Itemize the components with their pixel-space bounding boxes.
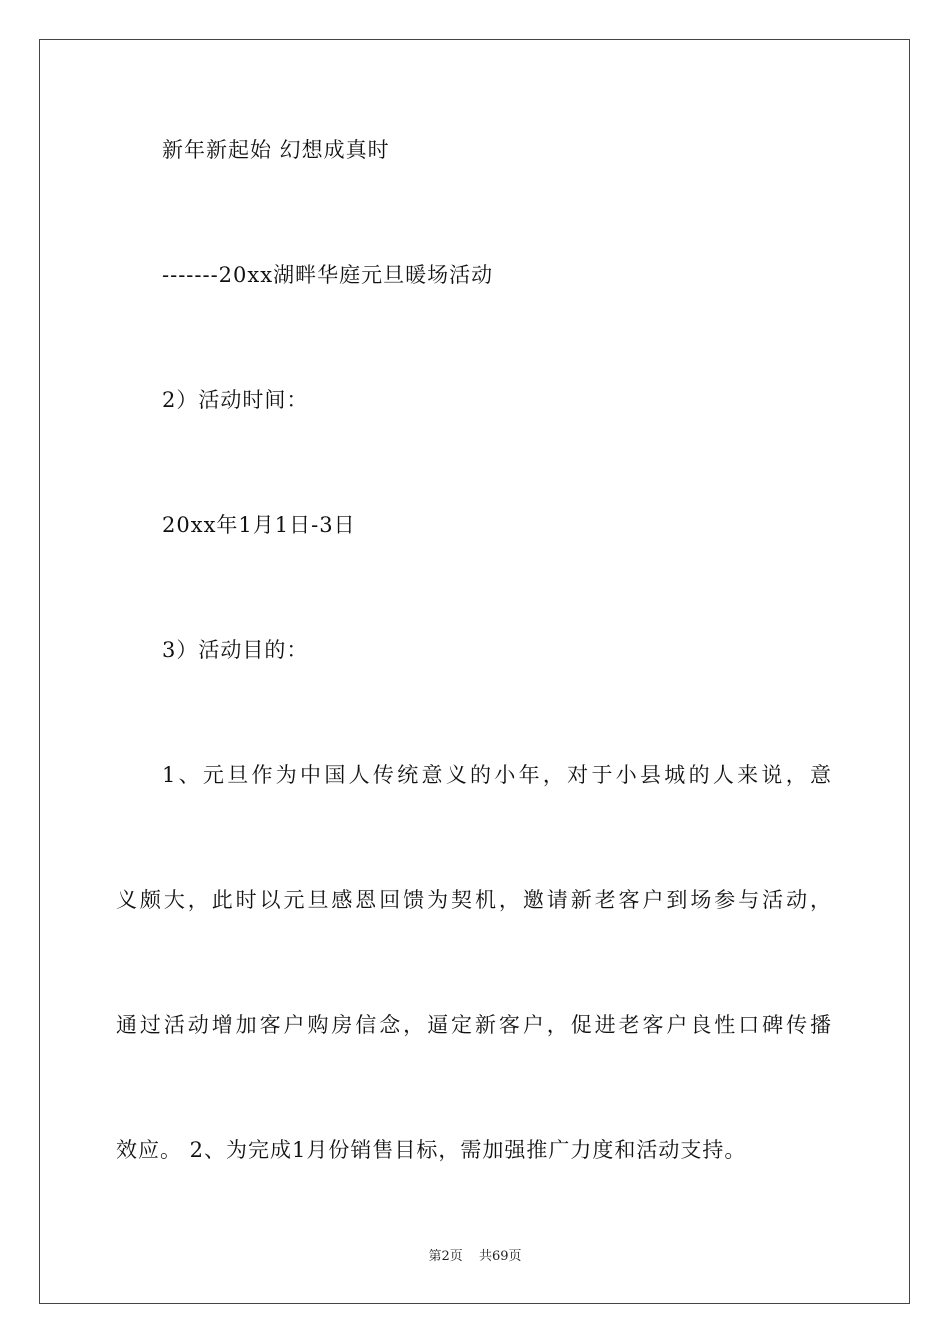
event-title-line: -------20xx湖畔华庭元旦暖场活动	[162, 263, 494, 287]
total-pages: 共69页	[478, 1249, 522, 1264]
section-heading-purpose: 3）活动目的：	[162, 638, 309, 662]
paragraph-line-4: 效应。 2、为完成1月份销售目标，需加强推广力度和活动支持。	[116, 1138, 747, 1162]
page-number: 第2页	[428, 1249, 463, 1264]
slogan-line: 新年新起始 幻想成真时	[162, 138, 390, 162]
paragraph-line-3: 通过活动增加客户购房信念，逼定新客户，促进老客户良性口碑传播	[116, 1013, 832, 1037]
page-footer	[0, 1248, 950, 1266]
event-date-line: 20xx年1月1日-3日	[162, 513, 356, 537]
page-border	[39, 39, 910, 1304]
section-heading-time: 2）活动时间：	[162, 388, 309, 412]
paragraph-line-1: 1、元旦作为中国人传统意义的小年，对于小县城的人来说，意	[162, 763, 832, 787]
paragraph-line-2: 义颇大，此时以元旦感恩回馈为契机，邀请新老客户到场参与活动，	[116, 888, 832, 912]
